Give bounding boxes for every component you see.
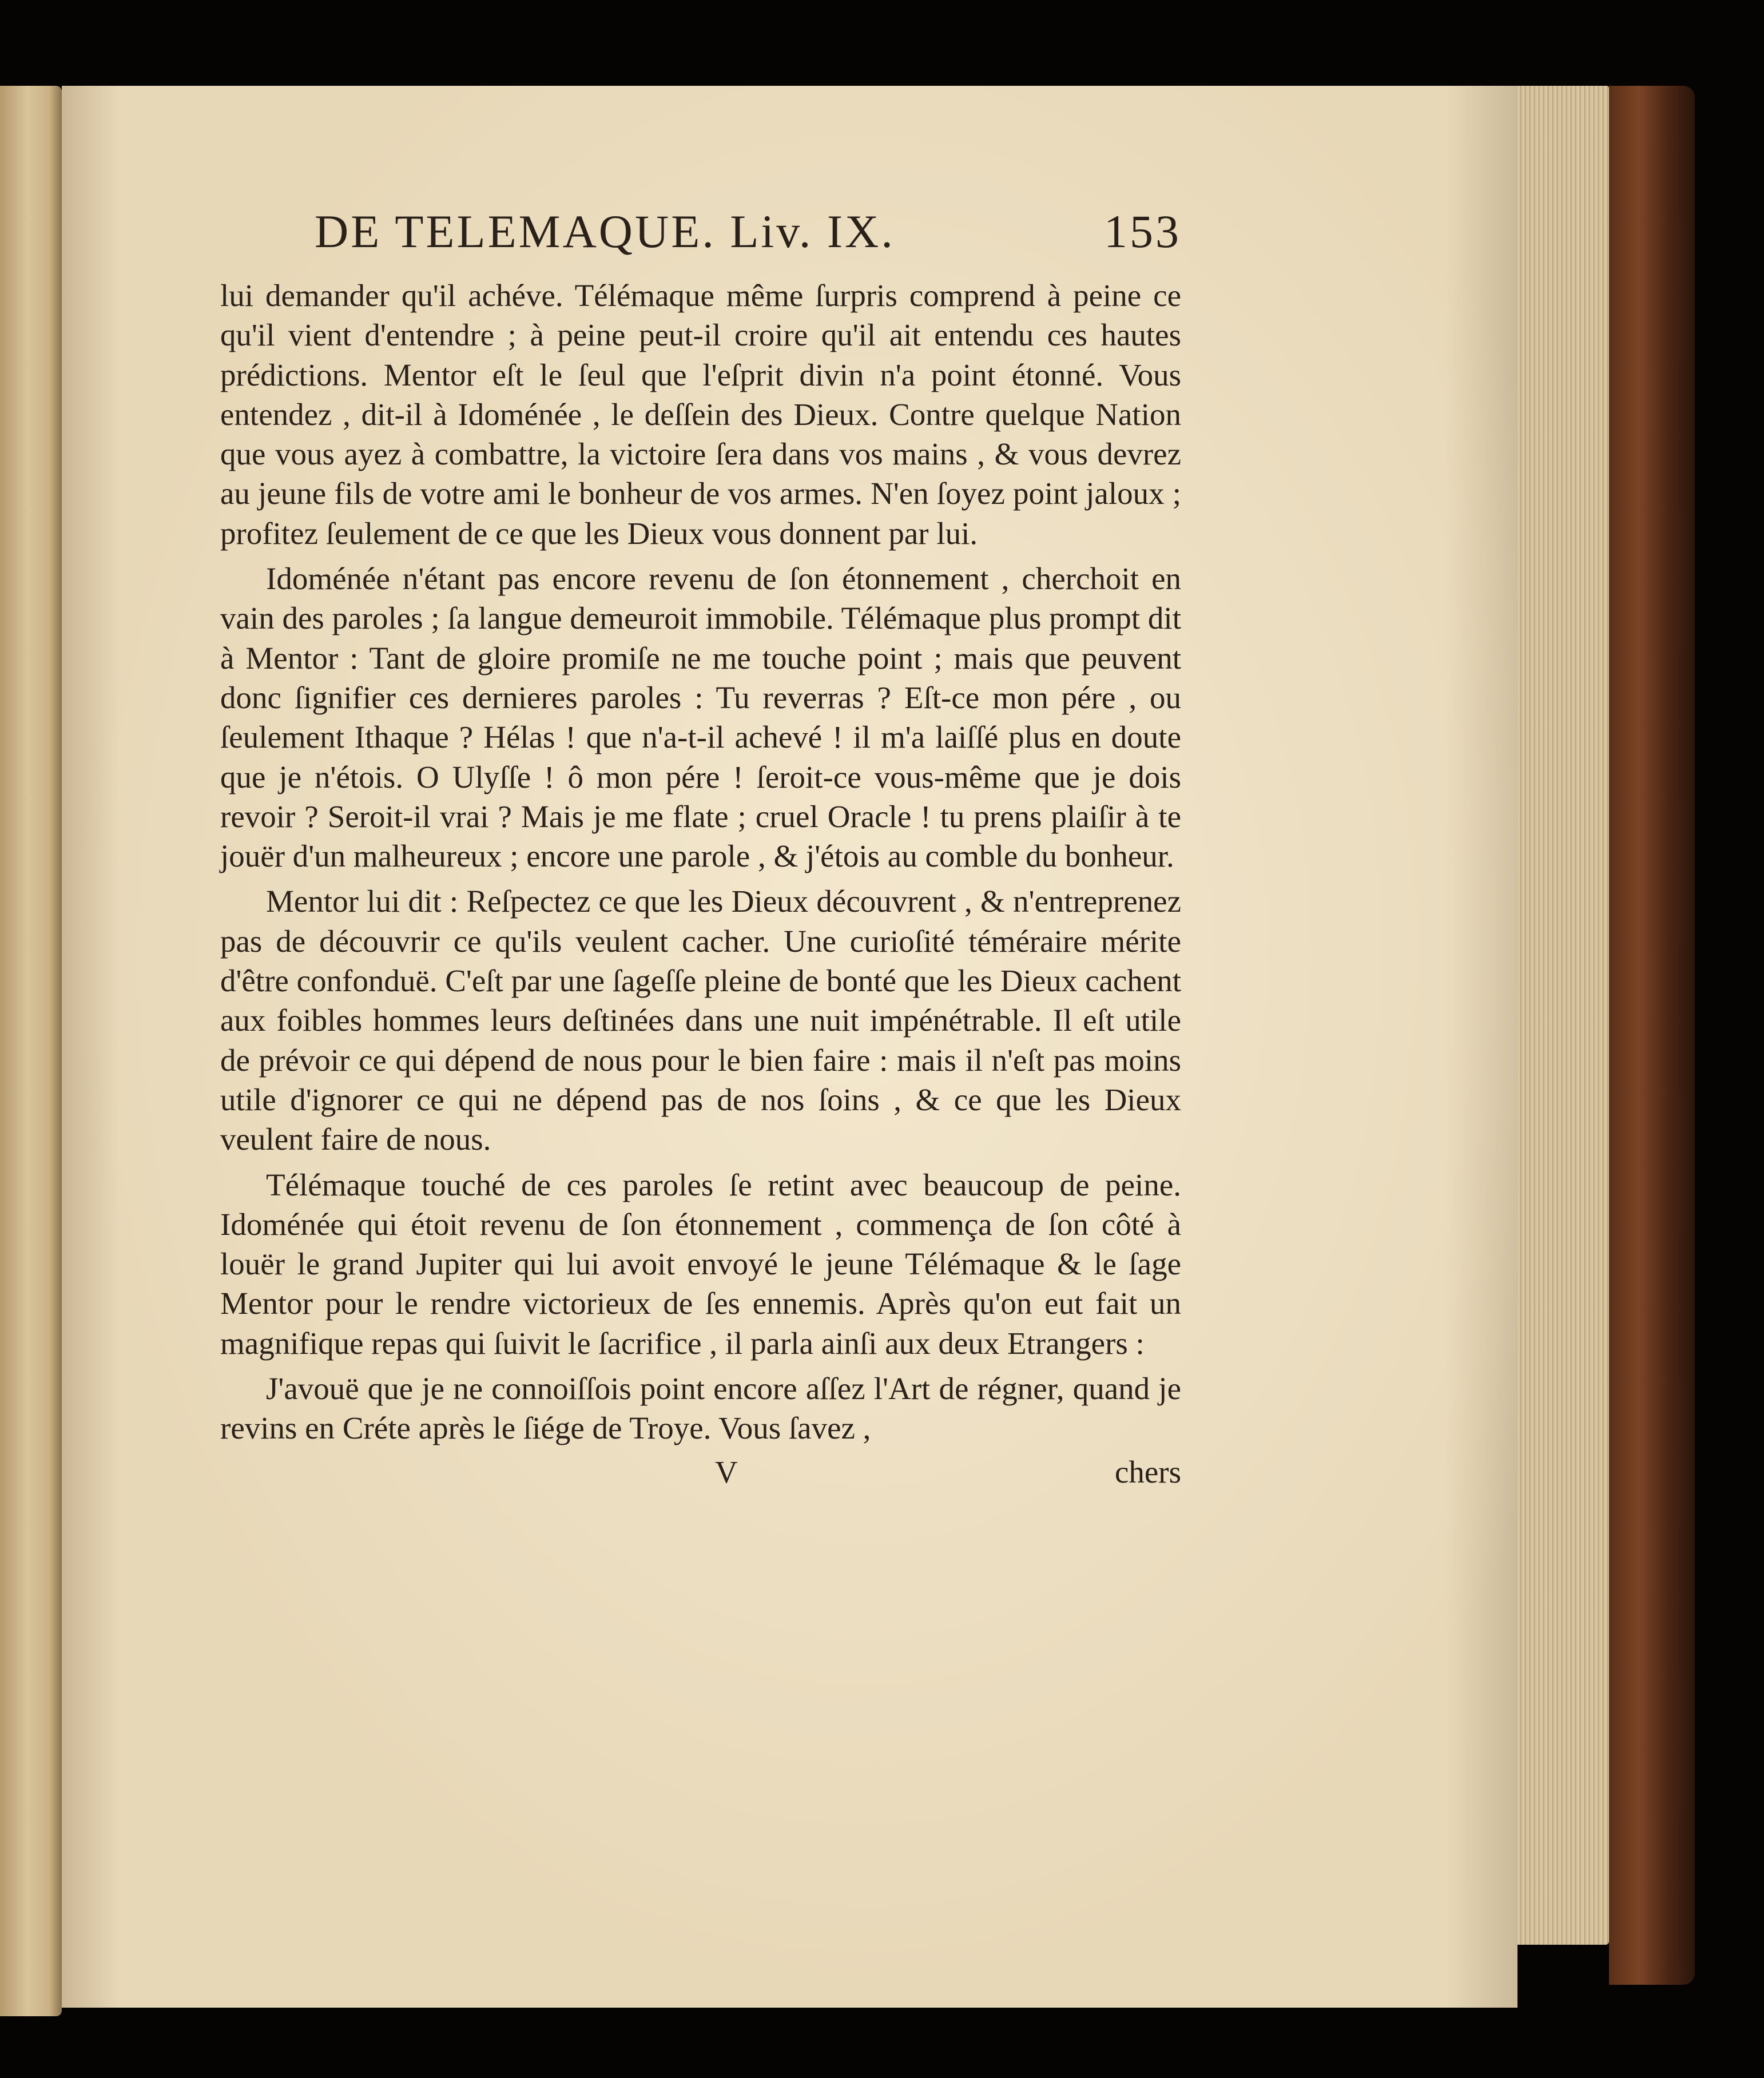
paragraph: Mentor lui dit : Reſpectez ce que les Dieux découvrent , & n'entreprenez pas de découvrir ce qu'ils veulent cacher. Une curioſité téméraire mérite d'être confonduë. C'eſt par une ſageſſe pleine de bonté que les Dieux cachent aux foibles hommes leurs deſtinées dans une nuit impénétrable. Il eſt utile de prévoir ce qui dépend de nous pour le bien faire : mais il n'eſt pas moins utile d'ignorer ce qui ne dépend pas de nos ſoins , & ce que les Dieux veulent faire de nous.	[220, 884, 1181, 1157]
leather-cover	[1609, 86, 1695, 1985]
paragraph: Télémaque touché de ces paroles ſe retint avec beaucoup de peine. Idoménée qui étoit revenu de ſon étonnement , commença de ſon côté à louër le grand Jupiter qui lui avoit envoyé le jeune Télémaque & le ſage Mentor pour le rendre victorieux de ſes ennemis. Après qu'on eut fait un magnifique repas qui ſuivit le ſacrifice , il parla ainſi aux deux Etrangers :	[220, 1167, 1181, 1361]
paragraph: Idoménée n'étant pas encore revenu de ſon étonnement , cherchoit en vain des paroles ; ſa langue demeuroit immobile. Télémaque plus prompt dit à Mentor : Tant de gloire promiſe ne me touche point ; mais que peuvent donc ſignifier ces dernieres paroles : Tu reverras ? Eſt-ce mon pére , ou ſeulement Ithaque ? Hélas ! que n'a-t-il achevé ! il m'a laiſſé plus en doute que je n'étois. O Ulyſſe ! ô mon pére ! ſeroit-ce vous-même que je dois revoir ? Seroit-il vrai ? Mais je me flate ; cruel Oracle ! tu prens plaiſir à te jouër d'un malheureux ; encore une parole , & j'étois au comble du bonheur.	[220, 561, 1181, 874]
paragraph: lui demander qu'il achéve. Télémaque même ſurpris comprend à peine ce qu'il vient d'entendre ; à peine peut-il croire qu'il ait entendu ces hautes prédictions. Mentor eſt le ſeul que l'eſprit divin n'a point étonné. Vous entendez , dit-il à Idoménée , le deſſein des Dieux. Contre quelque Nation que vous ayez à combattre, la victoire ſera dans vos mains , & vous devrez au jeune fils de votre ami le bonheur de vos armes. N'en ſoyez point jaloux ; profitez ſeulement de ce que les Dieux vous donnent par lui.	[220, 278, 1181, 551]
running-head	[220, 205, 1181, 262]
catchword: chers	[1114, 1454, 1181, 1489]
page-body	[220, 276, 1181, 1448]
paragraph: J'avouë que je ne connoiſſois point encore aſſez l'Art de régner, quand je revins en Créte après le ſiége de Troye. Vous ſavez ,	[220, 1371, 1181, 1446]
page-block-edge	[1517, 86, 1609, 1945]
text-block	[220, 205, 1181, 1494]
page-footer	[220, 1454, 1181, 1494]
left-page-edge	[0, 86, 62, 2016]
signature-mark: V	[715, 1454, 738, 1489]
running-title: DE TELEMAQUE. Liv. IX.	[315, 205, 895, 257]
page-number: 153	[1104, 205, 1181, 257]
